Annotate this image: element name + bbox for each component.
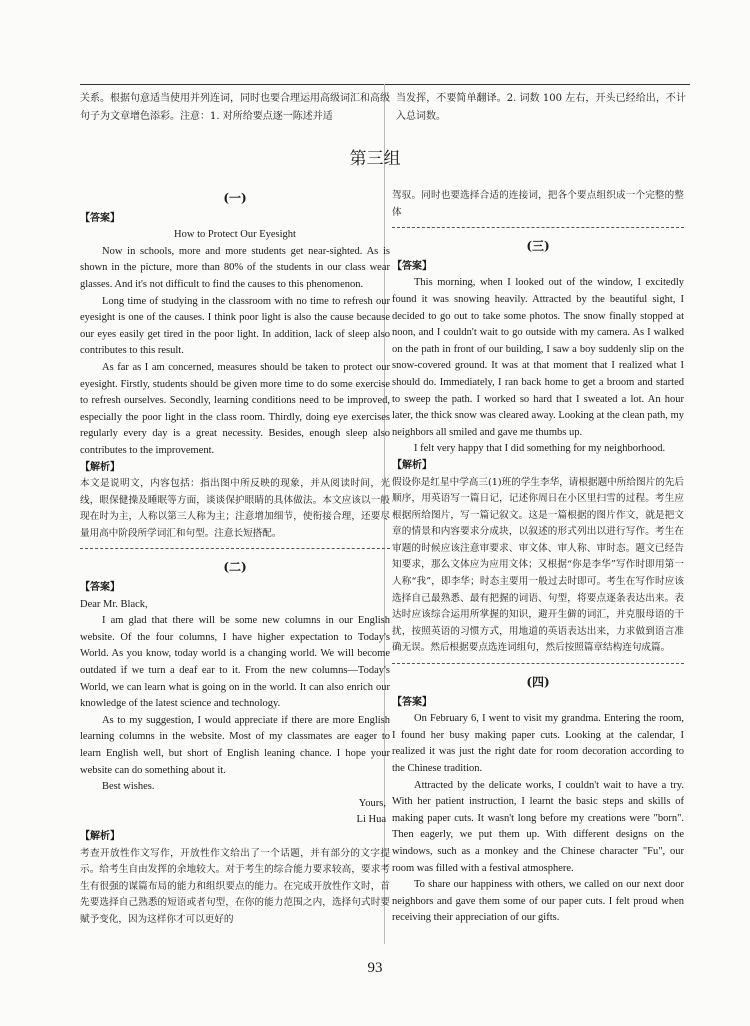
paragraph: Attracted by the delicate works, I couldn't wait to have a try. With her patient instruction, I learnt the basic steps and skills of making paper cuts. It wasn't long before my creations were "born". Then eagerly, we put them up. With different designs on the windows, such as a monkey and the Chinese character "Fu", our room was filled with a festival atmosphere. — [392, 779, 684, 874]
analysis-tag: 【解析】 — [392, 459, 432, 471]
section-4-title: (四) — [526, 675, 550, 690]
analysis-tag: 【解析】 — [80, 461, 120, 473]
paragraph: I am glad that there will be some new columns in our English website. Of the four columns, I have higher expectation to Today's World. As you know, today world is a changing world. We will become outdated if we turn a deaf ear to it. From the new columns—Today's World, we can learn what is going on in the world. It can also enrich our knowledge of the latest science and technology. — [80, 615, 390, 710]
page-number: 93 — [367, 960, 383, 976]
section-2-title: (二) — [223, 560, 247, 575]
section-3-title: (三) — [526, 239, 550, 254]
top-left-text: 关系。根据句意适当使用并列连词，同时也要合理运用高级词汇和高级句子为文章增色添彩。注意：1. 对所给要点逐一陈述并适 — [80, 93, 390, 122]
top-divider — [80, 84, 690, 85]
section-4-essay — [392, 711, 684, 927]
answer-tag: 【答案】 — [392, 260, 432, 272]
section-2-analysis-continued: 驾驭。同时也要选择合适的连接词，把各个要点组织成一个完整的整体 — [392, 190, 684, 218]
section-divider — [392, 227, 684, 228]
paragraph: Now in schools, more and more students get near-sighted. As is shown in the picture, more than 80% of the students in our class wear glasses. And it's not difficult to find the causes to this phenomenon. — [80, 245, 390, 290]
paragraph: This morning, when I looked out of the window, I excitedly found it was snowing heavily. Attracted by the beautiful sight, I decided to go out to take some photos. The snow finally stopped at noon, and I couldn't wait to go outside with my camera. As I walked on the path in front of our building, I saw a boy suddenly slip on the snow-covered ground. It was at that moment that I realized what I should do. Immediately, I ran back home to get a broom and started to sweep the path. I worked so hard that I sweated a lot. An hour later, the thick snow was cleared away. Looking at the clean path, my neighbors all smiled and gave me thumbs up. — [392, 277, 684, 438]
essay-title: How to Protect Our Eyesight — [174, 229, 296, 241]
right-column — [392, 188, 684, 927]
answer-tag: 【答案】 — [80, 212, 120, 224]
group-title: 第三组 — [349, 149, 401, 169]
paragraph: As far as I am concerned, measures should be taken to protect our eyesight. Firstly, students should be given more time to do some exercise to refresh ourselves. Secondly, learning conditions need to be improved, especially the poor light in the class room. Thirdly, doing eye exercises regularly every day is a great necessity. Besides, enough sleep also contributes to the improvement. — [80, 361, 390, 456]
section-1-essay — [80, 244, 390, 460]
section-1-analysis: 本文是说明文，内容包括：指出图中所反映的现象，并从阅读时间，光线，眼保健操及睡眠等方面，谈谈保护眼睛的具体做法。本文应该以一般现在时为主，人称以第三人称为主；注意增加细节，使衔接合理，还要尽量用高中阶段所学词汇和句型。注意长短搭配。 — [80, 478, 390, 539]
paragraph: To share our happiness with others, we called on our next door neighbors and gave them some of our paper cuts. I felt proud when receiving their appreciation of our gifts. — [392, 879, 684, 924]
left-column — [80, 188, 390, 929]
paragraph: Long time of studying in the classroom with no time to refresh our eyesight is one of the causes. I think poor light is also the cause because our eyes easily get tired in the poor light. In addition, lack of sleep also contributes to this result. — [80, 295, 390, 357]
letter-signature: Li Hua — [356, 814, 386, 826]
section-2-analysis: 考查开放性作文写作，开放性作文给出了一个话题，并有部分的文字提示。给考生自由发挥的余地较大。对于考生的综合能力要求较高，要求考生有很强的谋篇布局的能力和组织要点的能力。在完成开放性作文时，首先要选择自己熟悉的短语或者句型，在你的能力范围之内，选择句式时要赋予变化，因为这样你才可以更好的 — [80, 847, 390, 925]
section-divider — [392, 663, 684, 664]
section-divider — [80, 548, 390, 549]
paragraph: On February 6, I went to visit my grandma. Entering the room, I found her busy making paper cuts. Looking at the calendar, I realized it was just the right date for room decoration according to the Chinese tradition. — [392, 713, 684, 774]
section-2-letter — [80, 597, 390, 796]
paragraph: As to my suggestion, I would appreciate if there are more English learning columns in the website. Most of my classmates are eager to learn English well, but short of English leaning chance. I hope your website can do something about it. — [80, 714, 390, 776]
letter-closing: Yours, — [358, 797, 386, 809]
answer-tag: 【答案】 — [80, 582, 120, 594]
analysis-tag: 【解析】 — [80, 830, 120, 842]
section-1-title: (一) — [223, 191, 247, 205]
section-3-analysis: 假设你是红星中学高三(1)班的学生李华，请根据题中所给图片的先后顺序，用英语写一篇日记，记述你周日在小区里扫雪的过程。考生应根据所给图片，写一篇记叙文。这是一篇根据的图片作文，就是把文章的情景和内容要求分成块，以叙述的形式列出以进行写作。考生在审题的时候应该注意审要求、审文体、审人称、审时态。题文已经告知要求，那么文体应为应用文体；又根据“你是李华”写作时即用第一人称“我”，即李华；时态主要用一般过去时即可。考生在写作时应该选择自己最熟悉、最有把握的词语、句型，将要点逐条表达出来。表达时应该综合运用所掌握的知识，避开生僻的词汇，并克服母语的干扰，按照英语的习惯方式，用地道的英语表达出来，力求做到语言准确无误。然后根据要点选连词组句，然后按照篇章结构连句成篇。 — [392, 476, 684, 654]
section-3-diary — [392, 275, 684, 458]
paragraph: Best wishes. — [102, 781, 155, 793]
top-right-text: 当发挥，不要简单翻译。2. 词数 100 左右，开头已经给出，不计入总词数。 — [396, 93, 686, 122]
answer-tag: 【答案】 — [392, 696, 432, 708]
letter-greeting: Dear Mr. Black, — [80, 598, 148, 610]
paragraph: I felt very happy that I did something for my neighborhood. — [414, 443, 666, 455]
